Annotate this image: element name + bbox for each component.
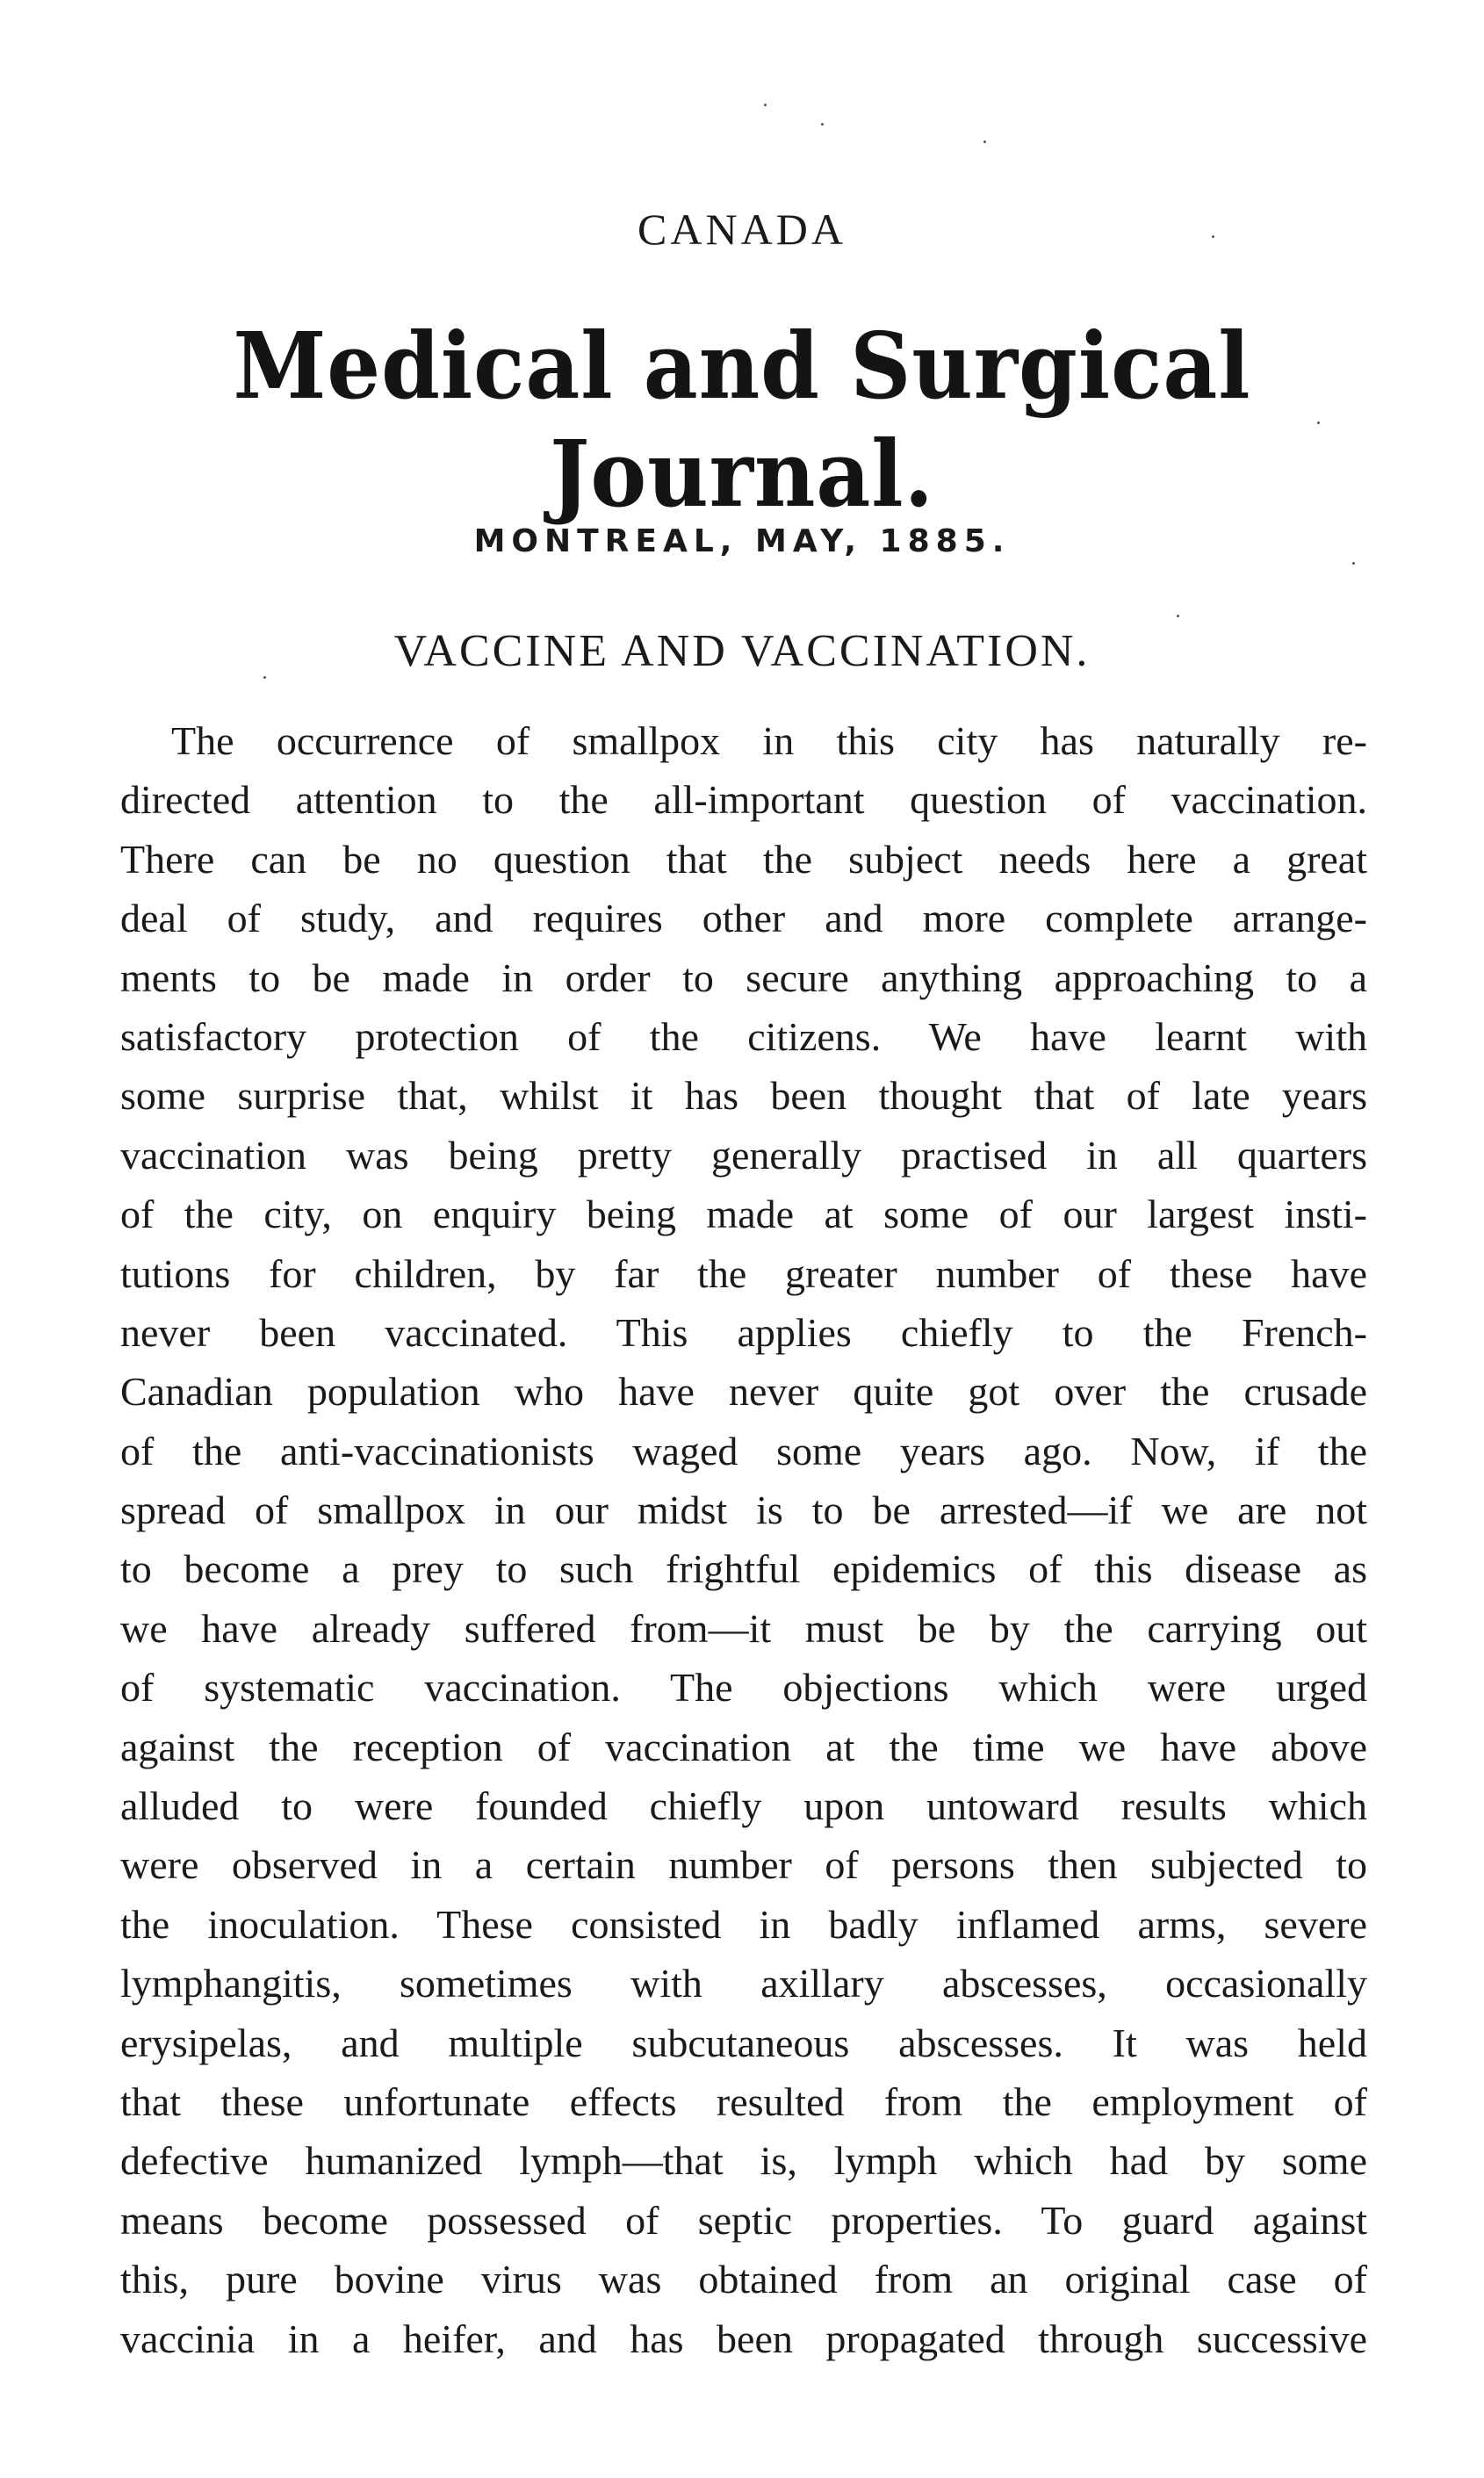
body-line: tutions for children, by far the greater number of these have — [120, 1250, 1367, 1296]
print-speck — [1212, 235, 1214, 238]
print-speck — [821, 123, 824, 126]
article-title: VACCINE AND VACCINATION. — [393, 626, 1091, 676]
print-speck — [263, 676, 266, 679]
body-line: means become possessed of septic properties. To guard against — [120, 2197, 1367, 2243]
body-line: The occurrence of smallpox in this city has naturally re- — [171, 718, 1367, 763]
body-line: alluded to were founded chiefly upon untoward results which — [120, 1783, 1367, 1829]
print-speck — [1317, 421, 1320, 424]
body-line: deal of study, and requires other and more complete arrange- — [120, 896, 1367, 941]
body-line: directed attention to the all-important question of vaccination. — [120, 777, 1367, 823]
dateline: MONTREAL, MAY, 1885. — [473, 523, 1011, 559]
body-line: of systematic vaccination. The objections which were urged — [120, 1665, 1367, 1711]
article-body — [120, 711, 1367, 2368]
body-line: vaccination was being pretty generally practised in all quarters — [120, 1132, 1367, 1178]
body-line: to become a prey to such frightful epidemics of this disease as — [120, 1546, 1367, 1592]
body-line: satisfactory protection of the citizens. We have learnt with — [120, 1013, 1367, 1059]
body-line: some surprise that, whilst it has been thought that of late years — [120, 1073, 1367, 1119]
body-line: defective humanized lymph—that is, lymph which had by some — [120, 2138, 1367, 2184]
print-speck — [1352, 562, 1355, 565]
journal-title: Medical and Surgical Journal. — [233, 312, 1251, 528]
body-line: lymphangitis, sometimes with axillary abscesses, occasionally — [120, 1961, 1367, 2006]
print-speck — [1177, 615, 1179, 617]
body-line: never been vaccinated. This applies chiefly to the French- — [120, 1309, 1367, 1355]
body-line: vaccinia in a heifer, and has been propagated through successive — [120, 2316, 1367, 2361]
body-line: the inoculation. These consisted in badly inflamed arms, severe — [120, 1901, 1367, 1947]
print-speck — [764, 104, 767, 106]
body-line: ments to be made in order to secure anything approaching to a — [120, 954, 1367, 1000]
body-line: spread of smallpox in our midst is to be arrested—if we are not — [120, 1488, 1367, 1533]
body-line: of the city, on enquiry being made at some of our largest insti- — [120, 1192, 1367, 1237]
body-line: against the reception of vaccination at the time we have above — [120, 1724, 1367, 1769]
body-line: were observed in a certain number of persons then subjected to — [120, 1842, 1367, 1888]
print-speck — [983, 140, 986, 143]
body-line: this, pure bovine virus was obtained from an original case of — [120, 2257, 1367, 2302]
body-line: erysipelas, and multiple subcutaneous abscesses. It was held — [120, 2020, 1367, 2065]
body-line: of the anti-vaccinationists waged some years ago. Now, if the — [120, 1428, 1367, 1473]
masthead-country: CANADA — [638, 205, 846, 254]
body-line: we have already suffered from—it must be by the carrying out — [120, 1605, 1367, 1651]
body-line: There can be no question that the subject needs here a great — [120, 836, 1367, 882]
body-line: Canadian population who have never quite got over the crusade — [120, 1369, 1367, 1415]
body-line: that these unfortunate effects resulted from the employment of — [120, 2078, 1367, 2124]
